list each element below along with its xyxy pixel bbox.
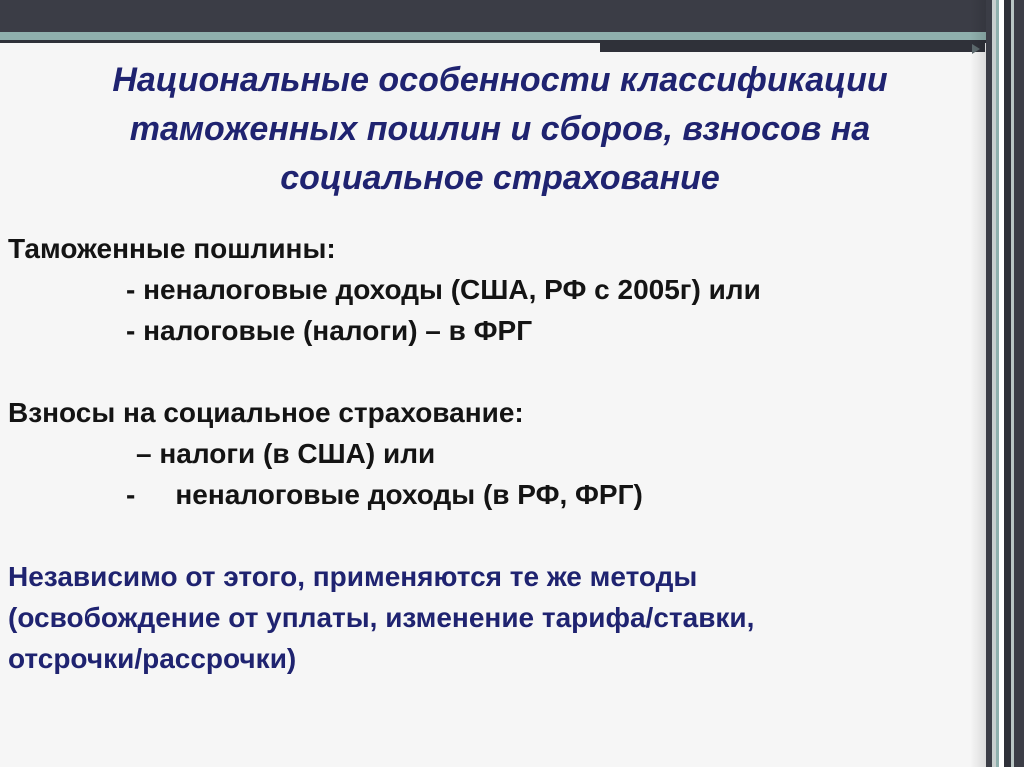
teal-accent-line xyxy=(0,32,1024,40)
section-heading-social-insurance: Взносы на социальное страхование: xyxy=(8,397,524,428)
top-band xyxy=(0,0,1024,32)
stripe xyxy=(1004,0,1011,767)
stripe xyxy=(1014,0,1024,767)
list-item: - неналоговые доходы (США, РФ с 2005г) или xyxy=(126,274,761,305)
list-item xyxy=(8,474,938,515)
spacer xyxy=(8,351,938,392)
slide-body xyxy=(8,228,938,679)
title-line: таможенных пошлин и сборов, взносов на xyxy=(129,110,871,148)
title-line: Национальные особенности классификации xyxy=(112,61,888,99)
right-stripes xyxy=(986,0,1024,767)
list-item: - налоговые (налоги) – в ФРГ xyxy=(126,315,533,346)
section-heading-customs: Таможенные пошлины: xyxy=(8,233,336,264)
conclusion xyxy=(8,556,938,679)
accent-bar xyxy=(600,40,985,52)
list-dash: - xyxy=(126,479,136,510)
conclusion-line: (освобождение от уплаты, изменение тарифа/ставки, xyxy=(8,602,755,633)
slide-title xyxy=(60,56,940,203)
conclusion-line: Независимо от этого, применяются те же методы xyxy=(8,561,698,592)
spacer xyxy=(8,515,938,556)
list-item: – налоги (в США) или xyxy=(136,438,436,469)
list-item-text: неналоговые доходы (в РФ, ФРГ) xyxy=(175,479,643,510)
title-line: социальное страхование xyxy=(280,159,720,197)
conclusion-line: отсрочки/рассрочки) xyxy=(8,643,297,674)
